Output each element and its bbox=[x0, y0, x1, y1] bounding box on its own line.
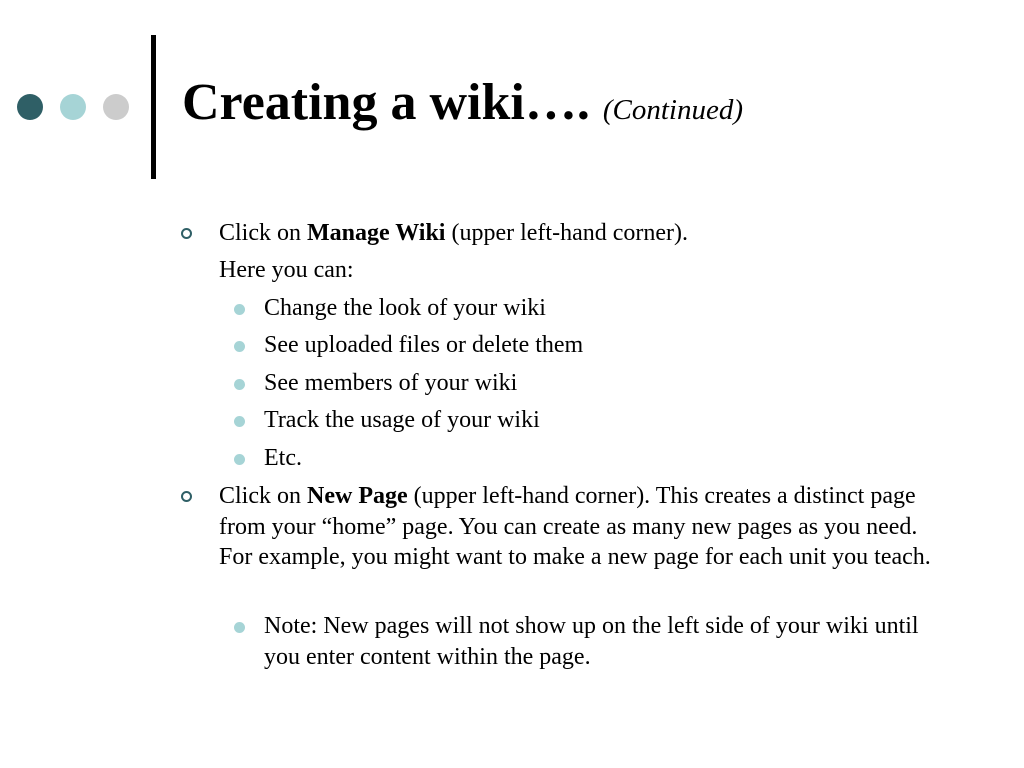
bullet-item bbox=[219, 218, 688, 249]
sub-bullet-icon bbox=[234, 341, 245, 352]
slide-title bbox=[182, 72, 743, 134]
sub-bullet-icon bbox=[234, 416, 245, 427]
bullet-text-bold: New Page bbox=[307, 483, 408, 509]
sub-bullet-icon bbox=[234, 622, 245, 633]
sub-bullet-item: Track the usage of your wiki bbox=[264, 407, 540, 433]
bullet-ring-icon bbox=[181, 228, 192, 239]
bullet-note: Here you can: bbox=[219, 257, 354, 283]
title-divider bbox=[151, 35, 156, 179]
decorative-dot-light bbox=[60, 94, 86, 120]
slide-title-sub: (Continued) bbox=[602, 94, 743, 126]
bullet-text-bold: Manage Wiki bbox=[307, 220, 446, 246]
decorative-dot-dark bbox=[17, 94, 43, 120]
sub-bullet-icon bbox=[234, 304, 245, 315]
sub-bullet-icon bbox=[234, 379, 245, 390]
slide-title-main: Creating a wiki…. bbox=[182, 74, 590, 131]
sub-bullet-item: Etc. bbox=[264, 445, 302, 471]
bullet-text-prefix: Click on bbox=[219, 220, 307, 246]
bullet-item bbox=[219, 481, 944, 573]
sub-bullet-item: Note: New pages will not show up on the left side of your wiki until you enter content within the page. bbox=[264, 613, 919, 670]
bullet-text-suffix: (upper left-hand corner). This creates a distinct page from your “home” page. You can create as many new pages as you need. For example, you might want to make a new page for each unit you teach. bbox=[219, 483, 931, 570]
bullet-text-prefix: Click on bbox=[219, 483, 307, 509]
bullet-ring-icon bbox=[181, 491, 192, 502]
sub-bullet-item: Change the look of your wiki bbox=[264, 295, 546, 321]
bullet-text-suffix: (upper left-hand corner). bbox=[445, 220, 689, 246]
sub-bullet-icon bbox=[234, 454, 245, 465]
decorative-dot-gray bbox=[103, 94, 129, 120]
sub-bullet-item: See members of your wiki bbox=[264, 370, 518, 396]
sub-bullet-item: See uploaded files or delete them bbox=[264, 332, 584, 358]
